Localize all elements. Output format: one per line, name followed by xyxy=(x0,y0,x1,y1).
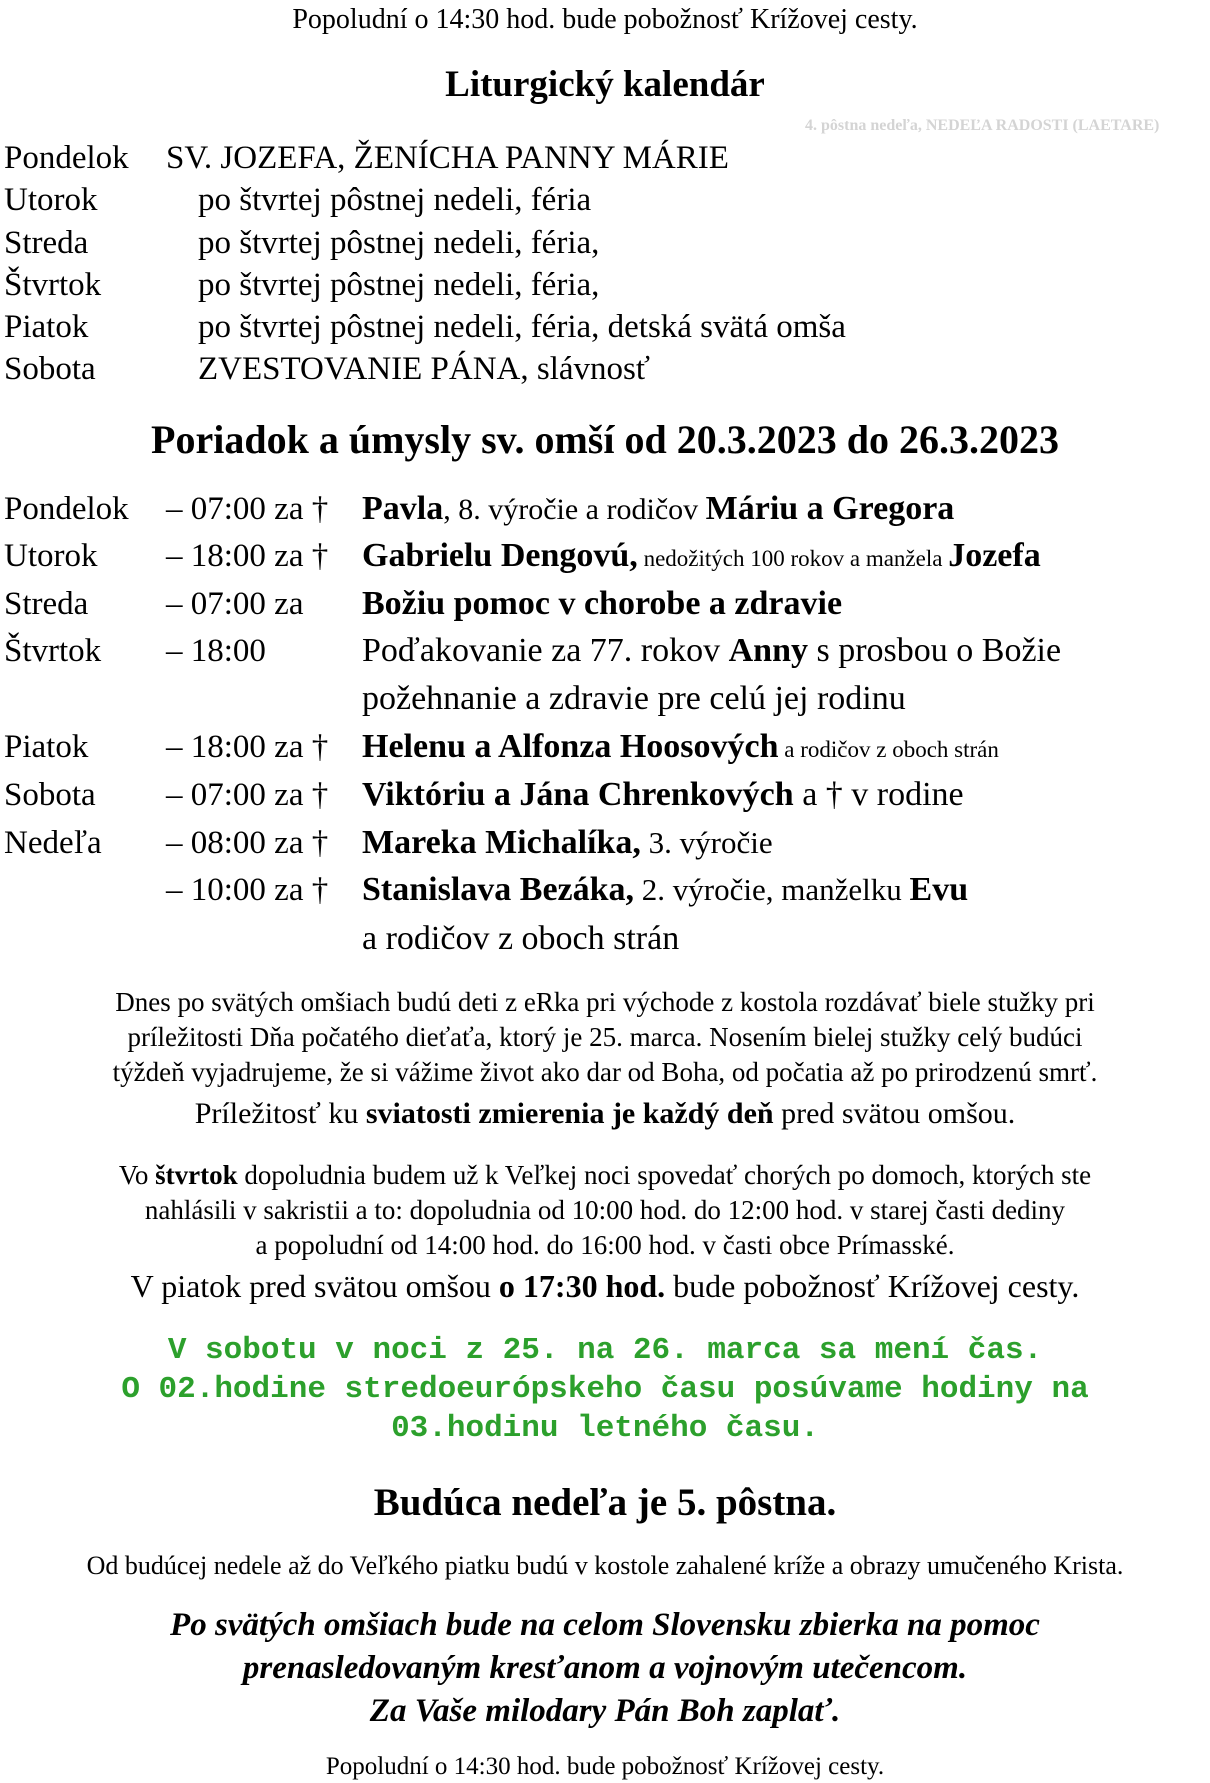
mass-day: Nedeľa xyxy=(4,825,102,861)
intention-text: nedožitých 100 rokov a manžela xyxy=(637,546,949,571)
calendar-day: Utorok xyxy=(4,182,98,218)
announcement-line: týždeň vyjadrujeme, že si vážime život ako dar od Boha, od počatia až po prirodzenú smrť. xyxy=(112,1057,1098,1087)
sick-visit-line: nahlásili v sakristii a to: dopoludnia od 10:00 hod. do 12:00 hod. v starej časti dediny xyxy=(144,1195,1066,1225)
sick-visit-line xyxy=(0,1160,1210,1191)
mass-time: – 18:00 za † xyxy=(166,729,329,765)
mass-time: – 07:00 za † xyxy=(166,777,329,813)
mass-intention xyxy=(362,490,954,528)
veils-notice: Od budúcej nedele až do Veľkého piatku budú v kostole zahalené kríže a obrazy umučeného Krista. xyxy=(86,1551,1124,1580)
bottom-note: Popoludní o 14:30 hod. bude pobožnosť Krížovej cesty. xyxy=(325,1753,885,1780)
time-change-line: 03.hodinu letného času. xyxy=(391,1411,819,1446)
intention-name: Gabrielu Dengovú, xyxy=(362,537,638,574)
calendar-title: Liturgický kalendár xyxy=(445,64,765,105)
intention-name: Jozefa xyxy=(948,537,1041,574)
collection-line: prenasledovaným kresťanom a vojnovým utečencom. xyxy=(242,1650,968,1686)
mass-day: Streda xyxy=(4,586,89,622)
announcement-line: príležitosti Dňa počatého dieťaťa, ktorý je 25. marca. Nosením bielej stužky celý budúci xyxy=(127,1022,1083,1052)
time-change-line: O 02.hodine stredoeurópskeho času posúvame hodiny na xyxy=(121,1372,1089,1407)
mass-intention xyxy=(362,632,1061,670)
intention-name: Mareka Michalíka, xyxy=(362,824,641,861)
intention-name: Anny xyxy=(728,632,808,669)
confession-text: pred svätou omšou. xyxy=(773,1097,1016,1130)
calendar-desc: po štvrtej pôstnej nedeli, féria, detská svätá omša xyxy=(198,309,846,345)
mass-intention xyxy=(362,776,964,814)
sick-text: Vo xyxy=(118,1160,156,1190)
intention-name: Stanislava Bezáka, xyxy=(362,871,635,908)
calendar-desc: po štvrtej pôstnej nedeli, féria, xyxy=(198,267,600,303)
intention-text: , 8. výročie a rodičov xyxy=(443,493,706,526)
intention-name: Evu xyxy=(909,871,969,908)
sick-visit-line: a popoludní od 14:00 hod. do 16:00 hod. v časti obce Prímasské. xyxy=(255,1230,955,1260)
confession-notice xyxy=(0,1097,1210,1131)
confession-text: Príležitosť ku xyxy=(194,1097,366,1130)
mass-intention-continued: a rodičov z oboch strán xyxy=(362,920,680,957)
mass-intention-continued: požehnanie a zdravie pre celú jej rodinu xyxy=(362,680,906,717)
mass-time: – 18:00 xyxy=(166,633,266,669)
mass-day: Sobota xyxy=(4,777,96,813)
friday-text: V piatok pred svätou omšou xyxy=(130,1268,499,1304)
mass-day: Pondelok xyxy=(4,491,129,527)
time-change-line: V sobotu v noci z 25. na 26. marca sa mení čas. xyxy=(167,1333,1043,1368)
intention-text: Poďakovanie za 77. rokov xyxy=(362,632,729,669)
intention-text: s prosbou o Božie xyxy=(808,632,1062,669)
mass-time: – 07:00 za xyxy=(166,586,304,622)
intention-name: Pavla xyxy=(362,490,444,527)
collection-line: Za Vaše milodary Pán Boh zaplať. xyxy=(369,1693,841,1729)
mass-time: – 18:00 za † xyxy=(166,538,329,574)
mass-day: Utorok xyxy=(4,538,98,574)
calendar-desc: po štvrtej pôstnej nedeli, féria, xyxy=(198,225,600,261)
mass-day: Štvrtok xyxy=(4,633,102,669)
friday-notice xyxy=(0,1268,1210,1305)
calendar-watermark: 4. pôstna nedeľa, NEDEĽA RADOSTI (LAETARE) xyxy=(805,117,1160,134)
calendar-day: Sobota xyxy=(4,351,96,387)
calendar-day: Streda xyxy=(4,225,89,261)
calendar-day: Piatok xyxy=(4,309,89,345)
intention-text: 3. výročie xyxy=(640,825,773,860)
mass-intention xyxy=(362,871,968,909)
top-note: Popoludní o 14:30 hod. bude pobožnosť Krížovej cesty. xyxy=(292,4,918,35)
calendar-day: Pondelok xyxy=(4,140,129,176)
mass-time: – 10:00 za † xyxy=(166,872,329,908)
mass-day: Piatok xyxy=(4,729,89,765)
calendar-desc: ZVESTOVANIE PÁNA, slávnosť xyxy=(198,351,650,387)
confession-emphasis: sviatosti zmierenia je každý deň xyxy=(365,1097,774,1130)
mass-intention xyxy=(362,537,1041,575)
friday-text: bude pobožnosť Krížovej cesty. xyxy=(665,1268,1080,1304)
mass-intention xyxy=(362,728,999,766)
announcement-line: Dnes po svätých omšiach budú deti z eRka pri východe z kostola rozdávať biele stužky pri xyxy=(115,987,1095,1017)
calendar-desc: po štvrtej pôstnej nedeli, féria xyxy=(198,182,592,218)
intention-name: Máriu a Gregora xyxy=(705,490,955,527)
mass-time: – 08:00 za † xyxy=(166,825,329,861)
intention-text: a rodičov z oboch strán xyxy=(778,737,999,762)
mass-time: – 07:00 za † xyxy=(166,491,329,527)
calendar-desc: SV. JOZEFA, ŽENÍCHA PANNY MÁRIE xyxy=(166,140,729,176)
intention-name: Helenu a Alfonza Hoosových xyxy=(362,728,779,765)
intention-name: Viktóriu a Jána Chrenkových xyxy=(362,776,794,813)
sick-emphasis: štvrtok xyxy=(155,1160,238,1190)
next-sunday-heading: Budúca nedeľa je 5. pôstna. xyxy=(373,1481,837,1524)
intention-text: a † v rodine xyxy=(793,776,964,813)
calendar-day: Štvrtok xyxy=(4,267,102,303)
intention-text: 2. výročie, manželku xyxy=(634,872,910,907)
mass-intention xyxy=(362,824,773,862)
collection-line: Po svätých omšiach bude na celom Slovensku zbierka na pomoc xyxy=(170,1607,1040,1643)
masses-title: Poriadok a úmysly sv. omší od 20.3.2023 do 26.3.2023 xyxy=(151,417,1059,462)
friday-emphasis: o 17:30 hod. xyxy=(498,1268,666,1304)
mass-intention: Božiu pomoc v chorobe a zdravie xyxy=(362,585,843,622)
sick-text: dopoludnia budem už k Veľkej noci spovedať chorých po domoch, ktorých ste xyxy=(237,1160,1092,1190)
